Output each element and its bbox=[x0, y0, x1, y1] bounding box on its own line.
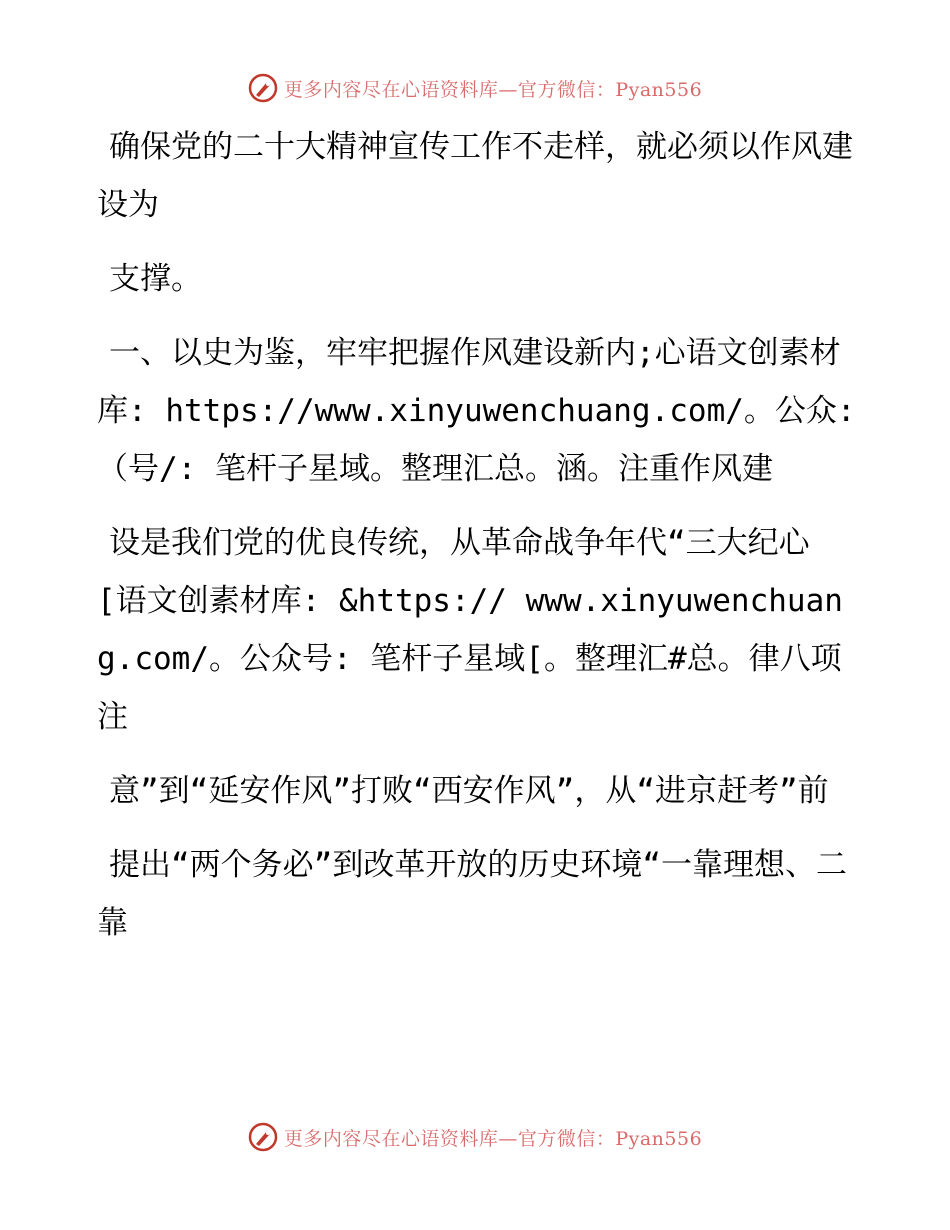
paragraph: 提出“两个务必”到改革开放的历史环境“一靠理想、二靠 bbox=[97, 847, 847, 941]
footer-watermark bbox=[0, 1122, 950, 1152]
watermark-text: 更多内容尽在心语资料库—官方微信：Pyan556 bbox=[283, 78, 703, 101]
header-watermark bbox=[0, 73, 950, 103]
pen-nib-logo-icon bbox=[248, 1122, 278, 1152]
watermark-text: 更多内容尽在心语资料库—官方微信：Pyan556 bbox=[283, 1127, 703, 1150]
paragraph: 确保党的二十大精神宣传工作不走样，就必须以作风建设为 bbox=[97, 129, 853, 223]
paragraph: 意”到“延安作风”打败“西安作风”，从“进京赶考”前 bbox=[109, 773, 829, 809]
paragraph: 设是我们党的优良传统，从革命战争年代“三大纪心[语文创素材库: &https:// www.xinyuwenchuang.com/。公众号: 笔杆子星域[。整理汇#总。律八项注 bbox=[97, 525, 843, 735]
document-body bbox=[97, 118, 857, 968]
pen-nib-logo-icon bbox=[248, 73, 278, 103]
paragraph: 一、以史为鉴，牢牢把握作风建设新内;心语文创素材库: https://www.xinyuwenchuang.com/。公众:（号/: 笔杆子星域。整理汇总。涵。注重作风建 bbox=[97, 335, 856, 487]
paragraph: 支撑。 bbox=[109, 261, 202, 297]
